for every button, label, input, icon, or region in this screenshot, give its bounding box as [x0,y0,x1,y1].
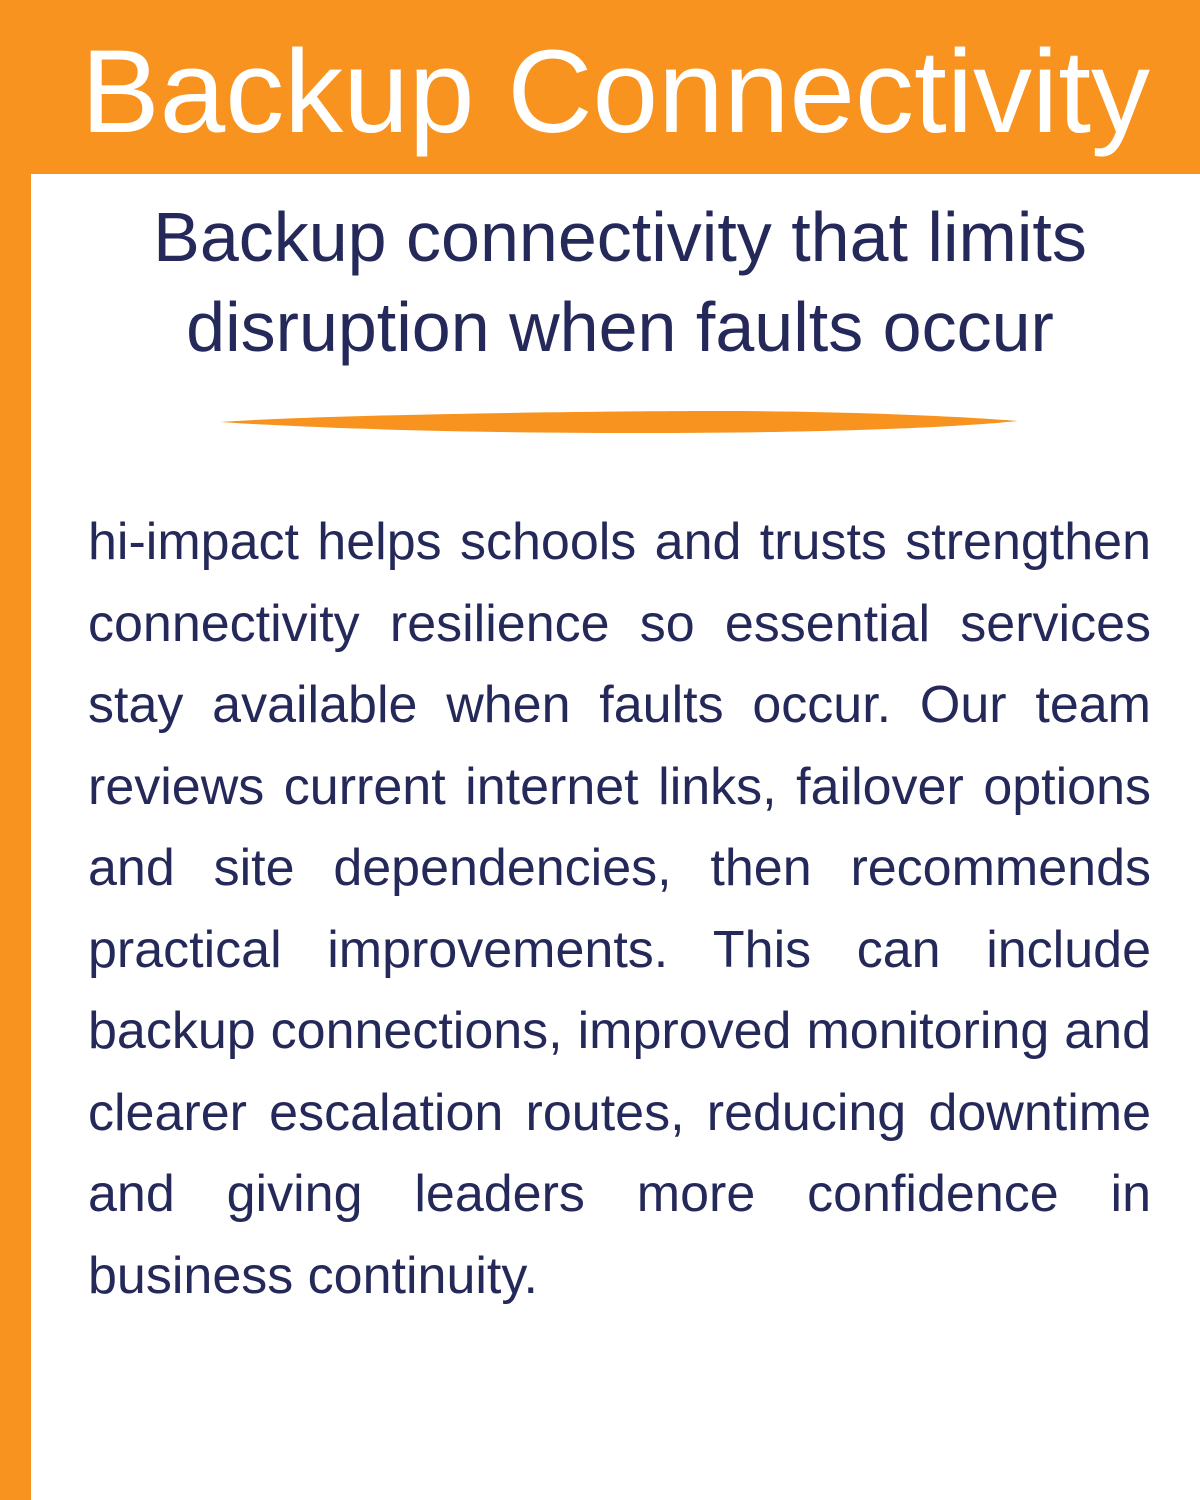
page-title: Backup Connectivity [80,26,1151,158]
page-subtitle: Backup connectivity that limits disruption when faults occur [153,198,1087,366]
divider-brush-stroke [218,410,1020,434]
body-paragraph: hi-impact helps schools and trusts strengthen connectivity resilience so essential services stay available when faults occur. Our team reviews current internet links, failover options and site dependencies, then recommends practical improvements. This can include backup connections, improved monitoring and clearer escalation routes, reducing downtime and giving leaders more confidence in business continuity. [88,513,1151,1305]
left-accent-bar [0,0,31,1500]
